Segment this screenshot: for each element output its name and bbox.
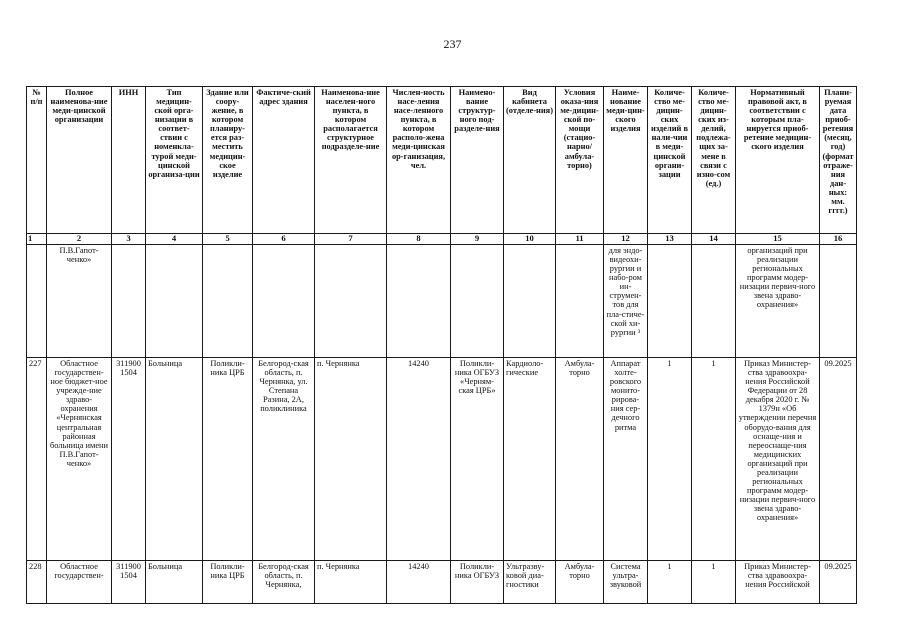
cell-building: [203, 245, 253, 358]
cell-subdivision: [451, 245, 504, 358]
cell-qty-available: 1: [648, 561, 692, 604]
cell-org: П.В.Гапот-ченко»: [47, 245, 112, 358]
page-number: 237: [443, 37, 462, 51]
cell-org: Областное государствен-: [47, 561, 112, 604]
cell-qty-replace: 1: [692, 358, 736, 561]
cell-address: [253, 245, 315, 358]
column-number: 11: [556, 234, 604, 245]
cell-conditions: [556, 245, 604, 358]
cell-cabinet: [504, 245, 556, 358]
medical-devices-table: [26, 86, 857, 604]
cell-num: 228: [27, 561, 47, 604]
cell-population: [387, 245, 451, 358]
table-row: [27, 245, 857, 358]
cell-date: 09.2025: [820, 561, 857, 604]
column-number: 4: [146, 234, 203, 245]
header-cell-device: Наиме-нование меди-цин-ского изделия: [604, 87, 648, 234]
cell-settlement: [315, 245, 387, 358]
column-number: 15: [736, 234, 820, 245]
header-cell-num: № п/п: [27, 87, 47, 234]
cell-building: Поликли-ника ЦРБ: [203, 561, 253, 604]
cell-inn: [112, 245, 146, 358]
header-cell-act: Нормативный правовой акт, в соответствии с которым пла-нируется приоб-ретение медицин-ского изделия: [736, 87, 820, 234]
column-number: 14: [692, 234, 736, 245]
column-number: 13: [648, 234, 692, 245]
cell-inn: 311900 1504: [112, 358, 146, 561]
header-cell-subdivision: Наимено-вание структур-ного под-разделе-ния: [451, 87, 504, 234]
cell-type: [146, 245, 203, 358]
cell-date: [820, 245, 857, 358]
header-row: [27, 87, 857, 234]
cell-org: Областное государствен-ное бюджет-ное учрежде-ние здраво-охранения «Чернянская центральная районная больница имени П.В.Гапот-ченко»: [47, 358, 112, 561]
column-number: 9: [451, 234, 504, 245]
cell-num: 227: [27, 358, 47, 561]
cell-conditions: Амбула-торно: [556, 561, 604, 604]
cell-cabinet: Кардиоло-гические: [504, 358, 556, 561]
cell-type: Больница: [146, 358, 203, 561]
header-cell-type: Тип медицин-ской орга-низации в соответ-ствии с номенкла-турой меди-цинской организа-ции: [146, 87, 203, 234]
header-cell-inn: ИНН: [112, 87, 146, 234]
column-number: 8: [387, 234, 451, 245]
header-cell-cabinet: Вид кабинета (отделе-ния): [504, 87, 556, 234]
column-number: 2: [47, 234, 112, 245]
header-cell-building: Здание или соору-жение, в котором планиру-ется раз-местить медицин-ское изделие: [203, 87, 253, 234]
cell-address: Белгород-ская область, п. Чернянка, ул. Степана Разина, 2А, поликлиника: [253, 358, 315, 561]
cell-device: для эндо-видеохи-рургии и набо-ром ин-струмен-тов для пла-стиче-ской хи-рургии ³: [604, 245, 648, 358]
column-number: 16: [820, 234, 857, 245]
header-cell-org: Полное наименова-ние меди-цинской организации: [47, 87, 112, 234]
cell-inn: 311900 1504: [112, 561, 146, 604]
column-number: 3: [112, 234, 146, 245]
cell-conditions: Амбула-торно: [556, 358, 604, 561]
column-number: 7: [315, 234, 387, 245]
cell-settlement: п. Чернянка: [315, 561, 387, 604]
cell-cabinet: Ультразву-ковой диа-гностики: [504, 561, 556, 604]
cell-date: 09.2025: [820, 358, 857, 561]
cell-act: Приказ Министер-ства здравоохра-нения Российской: [736, 561, 820, 604]
table-row: [27, 358, 857, 561]
header-cell-settlement: Наименова-ние населен-ного пункта, в котором располагается структурное подразделе-ние: [315, 87, 387, 234]
column-number: 6: [253, 234, 315, 245]
cell-act: Приказ Министер-ства здравоохра-нения Российской Федерации от 28 декабря 2020 г. № 1379н «Об утверждении перечня оборудо-вания для оснаще-ния и переоснаще-ния медицинских организаций при реализации региональных программ модер-низации первич-ного звена здраво-охранения»: [736, 358, 820, 561]
cell-population: 14240: [387, 561, 451, 604]
cell-subdivision: Поликли-ника ОГБУЗ «Черням-ская ЦРБ»: [451, 358, 504, 561]
header-cell-address: Фактиче-ский адрес здания: [253, 87, 315, 234]
column-number-row: [27, 234, 857, 245]
column-number: 10: [504, 234, 556, 245]
cell-settlement: п. Чернянка: [315, 358, 387, 561]
cell-qty-replace: [692, 245, 736, 358]
cell-address: Белгород-ская область, п. Чернянка,: [253, 561, 315, 604]
cell-building: Поликли-ника ЦРБ: [203, 358, 253, 561]
cell-device: Аппарат холте-ровского монито-рирова-ния сер-дечного ритма: [604, 358, 648, 561]
cell-act: организаций при реализации региональных программ модер-низации первич-ного звена здраво-охранения»: [736, 245, 820, 358]
cell-qty-replace: 1: [692, 561, 736, 604]
cell-qty-available: 1: [648, 358, 692, 561]
column-number: 5: [203, 234, 253, 245]
header-cell-date: Плани-руемая дата приоб-ретения (месяц, год) (формат отраже-ния дан-ных: мм. гггг.): [820, 87, 857, 234]
cell-num: [27, 245, 47, 358]
cell-subdivision: Поликли-ника ОГБУЗ: [451, 561, 504, 604]
table-row: [27, 561, 857, 604]
cell-device: Система ультра-звуковой: [604, 561, 648, 604]
header-cell-qty-replace: Количе-ство ме-дицин-ских из-делий, подлежа-щих за-мене в связи с изно-сом (ед.): [692, 87, 736, 234]
cell-qty-available: [648, 245, 692, 358]
cell-population: 14240: [387, 358, 451, 561]
header-cell-population: Числен-ность насе-ления насе-ленного пункта, в котором располо-жена меди-цинская ор-ганизация, чел.: [387, 87, 451, 234]
cell-type: Больница: [146, 561, 203, 604]
column-number: 1: [27, 234, 47, 245]
header-cell-conditions: Условия оказа-ния ме-дицин-ской по-мощи (стацио-нарно/амбула-торно): [556, 87, 604, 234]
header-cell-qty-available: Количе-ство ме-дицин-ских изделий в нали-чии в меди-цинской органи-зации: [648, 87, 692, 234]
column-number: 12: [604, 234, 648, 245]
